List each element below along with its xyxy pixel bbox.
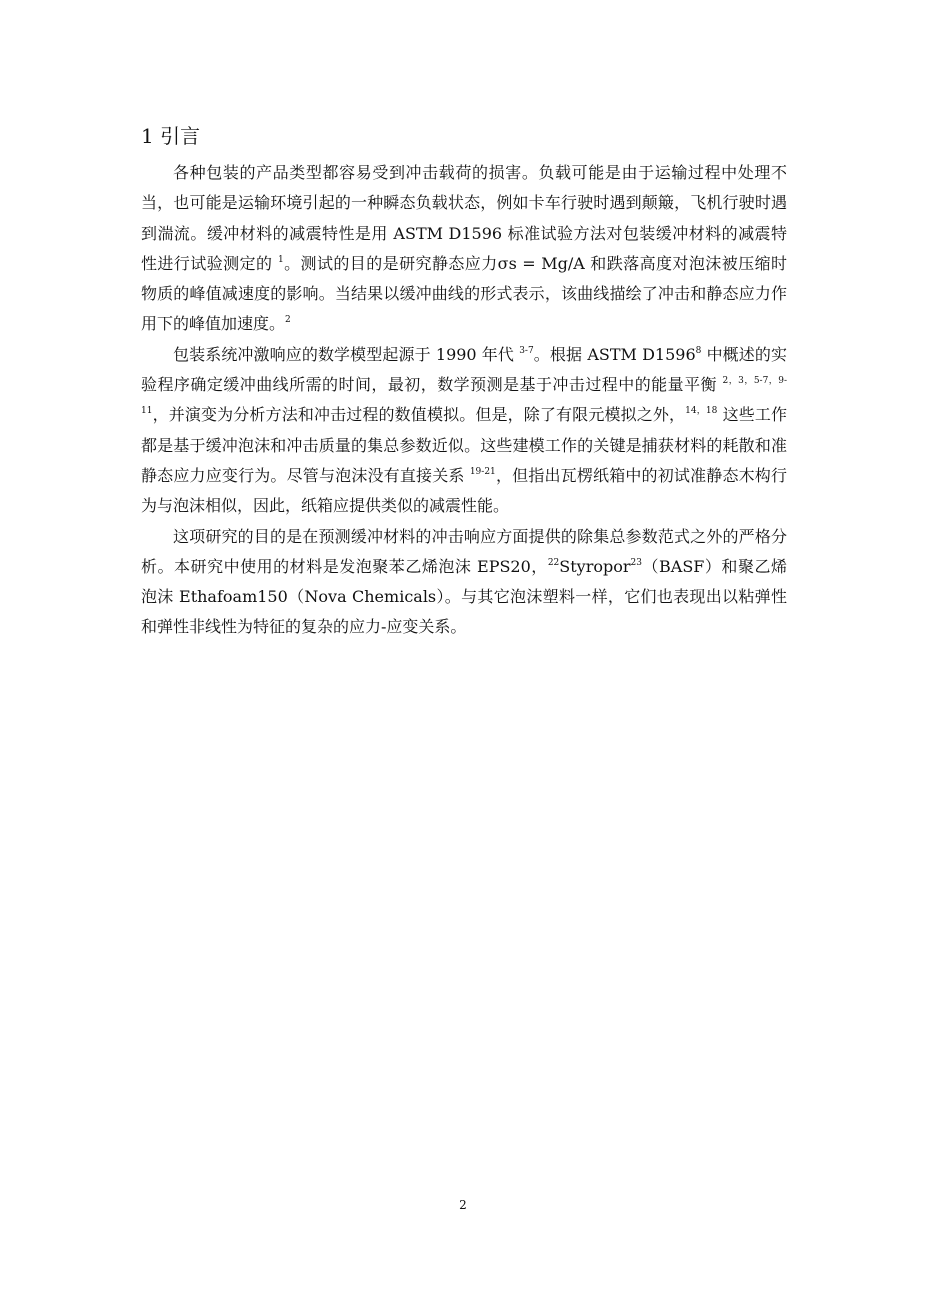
- paragraph-text: （BASF）和聚乙烯泡沫 Ethafoam150（Nova Chemicals）。与其它泡沫塑料一样，它们也表现出以粘弹性和弹性非线性为特征的复杂的应力-应变关系。: [141, 556, 787, 637]
- paragraph: [141, 158, 787, 340]
- section-heading: 1 引言: [141, 124, 201, 148]
- paragraph-text: 这项研究的目的是在预测缓冲材料的冲击响应方面提供的除集总参数范式之外的严格分析。本研究中使用的材料是发泡聚苯乙烯泡沫 EPS20，: [141, 526, 787, 576]
- page-number: 2: [459, 1198, 467, 1212]
- paragraph-text: ，但指出瓦楞纸箱中的初试准静态木构行为与泡沫相似，因此，纸箱应提供类似的减震性能。: [141, 465, 787, 516]
- citation-superscript: 3-7: [519, 345, 534, 356]
- citation-superscript: 19-21: [469, 466, 496, 477]
- paragraph-text: 包装系统冲激响应的数学模型起源于 1990 年代: [173, 344, 520, 364]
- citation-superscript: 2: [285, 315, 291, 326]
- paragraph: [141, 340, 787, 522]
- paragraph-text: ，并演变为分析方法和冲击过程的数值模拟。但是，除了有限元模拟之外，: [152, 405, 686, 425]
- body-text: [141, 158, 787, 643]
- paragraph-text: Styropor: [559, 556, 631, 576]
- paragraph-text: 。测试的目的是研究静态应力σs = Mg/A 和跌落高度对泡沫被压缩时物质的峰值减速度的影响。当结果以缓冲曲线的形式表示，该曲线描绘了冲击和静态应力作用下的峰值加速度。: [141, 253, 787, 334]
- citation-superscript: 2，3，5-7，9-11: [141, 376, 788, 417]
- paragraph-text: 中概述的实验程序确定缓冲曲线所需的时间，最初，数学预测是基于冲击过程中的能量平衡: [141, 344, 787, 395]
- paragraph: [141, 522, 787, 643]
- paragraph-text: 。根据 ASTM D1596: [533, 344, 696, 364]
- paragraph-text: 这些工作都是基于缓冲泡沫和冲击质量的集总参数近似。这些建模工作的关键是捕获材料的耗散和准静态应力应变行为。尽管与泡沫没有直接关系: [141, 405, 787, 485]
- citation-superscript: 1: [277, 254, 284, 265]
- citation-superscript: 8: [695, 345, 702, 356]
- citation-superscript: 14，18: [685, 406, 718, 417]
- citation-superscript: 22: [547, 557, 560, 568]
- paragraph-text: 各种包装的产品类型都容易受到冲击载荷的损害。负载可能是由于运输过程中处理不当，也可能是运输环境引起的一种瞬态负载状态，例如卡车行驶时遇到颠簸，飞机行驶时遇到湍流。缓冲材料的减震特性是用 ASTM D1596 标准试验方法对包装缓冲材料的减震特性进行试验测定的: [141, 163, 787, 273]
- citation-superscript: 23: [630, 557, 642, 568]
